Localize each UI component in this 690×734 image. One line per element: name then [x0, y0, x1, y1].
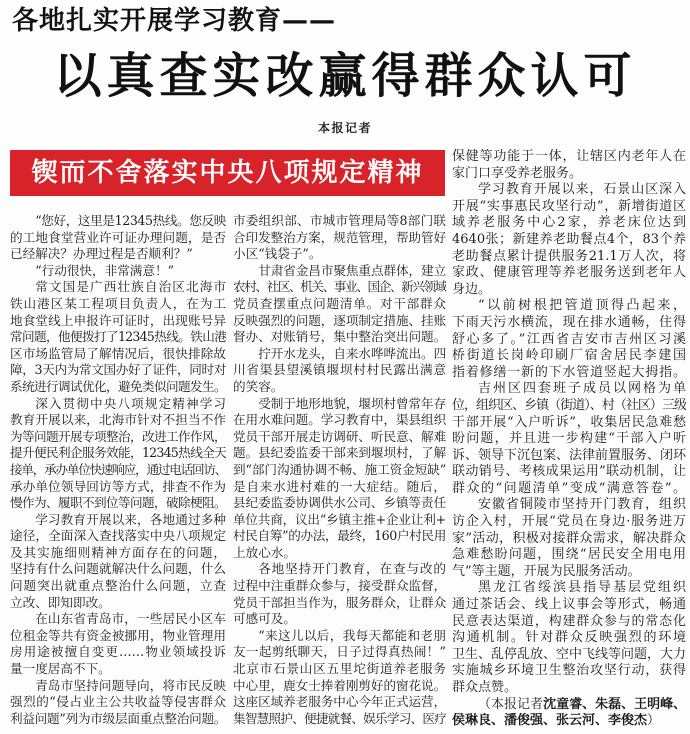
text-line: 川省渠县望溪镇堰坝村村民露出满意 [233, 362, 446, 378]
text-line: 障，3天内为常文国办好了证件，同时对 [10, 362, 226, 378]
text-line: 区市场监管局了解情况后，很快排除故 [10, 345, 226, 361]
text-line: 黑龙江省绥滨县指导基层党组织 [478, 580, 686, 596]
text-line: 甘肃省金昌市聚焦重点群体，建立 [258, 262, 446, 278]
text-line: “来这儿以后，我每天都能和老朋 [258, 627, 446, 643]
text-line: 县纪委监委协调供水公司、乡镇等责任 [233, 495, 446, 511]
text-line: 村民自筹”的办法，最终，160户村民用 [233, 528, 446, 544]
text-line: 房用途被擅自变更……物业领域投诉 [10, 644, 226, 660]
text-line: 农村、社区、机关、事业、国企、新兴领域 [233, 279, 446, 295]
text-line: 督办、对账销号，集中整治突出问题。 [233, 329, 446, 345]
text-line: “以前树根把管道顶得凸起来， [478, 298, 686, 314]
text-line: 访企入村，开展“党员在身边·服务进万 [452, 514, 686, 530]
text-line: 系统进行调试优化，避免类似问题发生。 [10, 378, 226, 394]
text-line: 受制于地形地貌，堰坝村曾常年存 [258, 395, 446, 411]
text-line: 承办单位领导回访等方式，排查不作为 [10, 478, 226, 494]
text-line: 中心里，鹿女士捧着刚剪好的窗花说。 [233, 677, 446, 693]
text-line: 立改、即知即改。 [10, 594, 111, 610]
text-line: 常问题，他便拨打了12345热线。铁山港 [10, 329, 226, 345]
text-line: 桥街道长岗岭印刷厂宿舍居民李建国 [452, 348, 686, 364]
text-line: 沟通机制。针对群众反映强烈的环境 [452, 630, 686, 646]
text-line: 党员干部开展走访调研、听民意、解难 [233, 428, 446, 444]
credit-suffix: ） [647, 713, 661, 729]
credit-prefix: （本报记者 [478, 696, 544, 712]
text-line: 急难愁盼问题，围绕“居民安全用电用 [452, 547, 686, 563]
text-line: 指着修缮一新的下水管道竖起大拇指。 [452, 364, 686, 380]
text-line: 过程中注重群众参与，接受群众监督， [233, 578, 446, 594]
text-line: 地食堂线上申报许可证时，出现账号异 [10, 312, 226, 328]
text-line: 保健等功能于一体，让辖区内老年人在 [452, 149, 686, 164]
text-line: 学习教育开展以来，各地通过多种 [35, 511, 226, 527]
text-line: 是自来水进村难的一大症结。随后， [233, 478, 446, 494]
text-line: 慢作为、履职不到位等问题，破除梗阻。 [10, 495, 226, 511]
credit-line [452, 713, 686, 730]
credit-line [452, 697, 686, 714]
text-line: 反映强烈的问题，逐项制定措施、挂账 [233, 312, 446, 328]
text-line: 问题突出就重点整治什么问题，立查 [10, 578, 226, 594]
text-line: 开展“实事惠民攻坚行动”，新增街道区 [452, 198, 686, 214]
text-line: 强烈的“侵占业主公共收益等侵害群众 [10, 694, 226, 710]
text-line: 卫生、乱停乱放、空中飞线等问题，大力 [452, 646, 686, 662]
text-line: 小区“钱袋子”。 [233, 246, 322, 262]
text-line: 学习教育开展以来，石景山区深入 [478, 182, 686, 198]
reporter-names: 沈童睿、朱磊、王明峰、 [543, 696, 686, 712]
text-line: 家”活动，积极对接群众需求，解决群众 [452, 530, 686, 546]
text-line: 域养老服务中心2家，养老床位达到 [452, 215, 686, 231]
text-line: 家门口享受养老服务。 [452, 165, 583, 181]
text-line: 在用水难问题。学习教育中，渠县组织 [233, 412, 446, 428]
text-line: 位租金等共有资金被挪用，物业管理用 [10, 627, 226, 643]
text-line: 已经解决？办理过程是否顺利？” [10, 246, 193, 262]
text-line: 位，组织区、乡镇（街道）、村（社区）三级 [452, 397, 686, 413]
text-line: 党员干部担当作为，服务群众，让群众 [233, 594, 446, 610]
text-line: 拧开水龙头，自来水哗哗流出。四 [258, 345, 446, 361]
text-line: 群众点赞。 [452, 680, 518, 695]
text-line: 舒心多了。”江西省吉安市吉州区习溪 [452, 331, 686, 347]
text-line: 老助餐点累计提供服务21.1万人次，将 [452, 248, 686, 264]
text-line: 身边。 [452, 281, 492, 297]
text-line: 群众的“问题清单”变成“满意答卷”。 [452, 480, 686, 496]
text-line: 4640张；新建养老助餐点4个，83个养 [452, 231, 686, 247]
text-line: 通过茶话会、线上议事会等形式，畅通 [452, 597, 686, 613]
text-line: 党员查摆重点问题清单。对干部群众 [233, 295, 446, 311]
text-line: 常文国是广西壮族自治区北海市 [35, 279, 226, 295]
article-column-1 [10, 213, 226, 727]
reporter-names: 侯琳良、潘俊强、张云河、李俊杰 [452, 713, 648, 729]
article-column-2 [233, 213, 446, 727]
text-line: 题。县纪委监委干部来到堰坝村，了解 [233, 445, 446, 461]
text-line: 北京市石景山区五里坨街道养老服务 [233, 661, 446, 677]
text-line: 各地坚持开门教育，在查与改的 [258, 561, 446, 577]
text-line: 盼问题，并且进一步构建“干部入户听 [452, 431, 686, 447]
kicker-headline: 各地扎实开展学习教育—— [12, 6, 337, 36]
text-line: 的笑容。 [233, 378, 284, 394]
text-line: 量一度居高不下。 [10, 661, 111, 677]
text-line: 坚持有什么问题就解决什么问题，什么 [10, 561, 226, 577]
text-line: 到“部门沟通协调不畅、施工资金短缺” [233, 461, 446, 477]
text-line: 教育开展以来，北海市针对不担当不作 [10, 412, 226, 428]
text-line: 安徽省铜陵市坚持开门教育，组织 [478, 497, 686, 513]
text-line: 利益问题”列为市级层面重点整治问题。 [10, 710, 226, 726]
text-line: 下雨天污水横流，现在排水通畅，住得 [452, 314, 686, 330]
text-line: 铁山港区某工程项目负责人，在为工 [10, 295, 226, 311]
text-line: 青岛市坚持问题导向，将市民反映 [35, 677, 226, 693]
text-line: 及其实施细则精神方面存在的问题， [10, 544, 226, 560]
section-banner: 锲而不舍落实中央八项规定精神 [10, 150, 445, 196]
text-line: 为等问题开展专项整治，改进工作作风， [10, 428, 226, 444]
text-line: “您好，这里是12345热线。您反映 [35, 213, 226, 228]
text-line: 合印发整治方案，规范管理，帮助管好 [233, 229, 446, 245]
text-line: 吉州区四套班子成员以网格为单 [478, 381, 686, 397]
text-line: 集智慧照护、便捷就餐、娱乐学习、医疗 [233, 710, 446, 726]
text-line: 的工地食堂营业许可证办理问题，是否 [10, 229, 226, 245]
text-line: 实施城乡环境卫生整治攻坚行动，获得 [452, 663, 686, 679]
text-line: 友一起剪纸聊天，日子过得真热闹！” [233, 644, 446, 660]
text-line: 接单，承办单位快速响应，通过电话回访、 [10, 461, 226, 477]
text-line: 诉、领导下沉包案、法律前置服务、闭环 [452, 447, 686, 463]
text-line: 途径，全面深入查找落实中央八项规定 [10, 528, 226, 544]
text-line: 市委组织部、市城市管理局等8部门联 [233, 213, 446, 228]
main-headline: 以真查实改赢得群众认可 [53, 48, 637, 104]
text-line: 上放心水。 [233, 544, 296, 560]
text-line: 可感可及。 [233, 611, 296, 627]
text-line: 深入贯彻中央八项规定精神学习 [35, 395, 226, 411]
article-column-3 [452, 149, 686, 730]
byline: 本报记者 [317, 121, 372, 135]
text-line: 民意表达渠道，构建群众参与的常态化 [452, 613, 686, 629]
text-line: 联动销号、考核成果运用”联动机制，让 [452, 464, 686, 480]
text-line: 这座区域养老服务中心今年正式运营， [233, 694, 446, 710]
text-line: 在山东省青岛市，一些居民小区车 [35, 611, 226, 627]
text-line: 气”等主题，开展为民服务活动。 [452, 563, 641, 579]
text-line: 干部开展“入户听诉”，收集居民急难愁 [452, 414, 686, 430]
text-line: “行动很快，非常满意！” [35, 262, 175, 278]
text-line: 单位共商，议出“乡镇主推+企业让利+ [233, 511, 446, 527]
text-line: 家政、健康管理等养老服务送到老年人 [452, 265, 686, 281]
text-line: 提升便民利企服务效能，12345热线全天 [10, 445, 226, 461]
